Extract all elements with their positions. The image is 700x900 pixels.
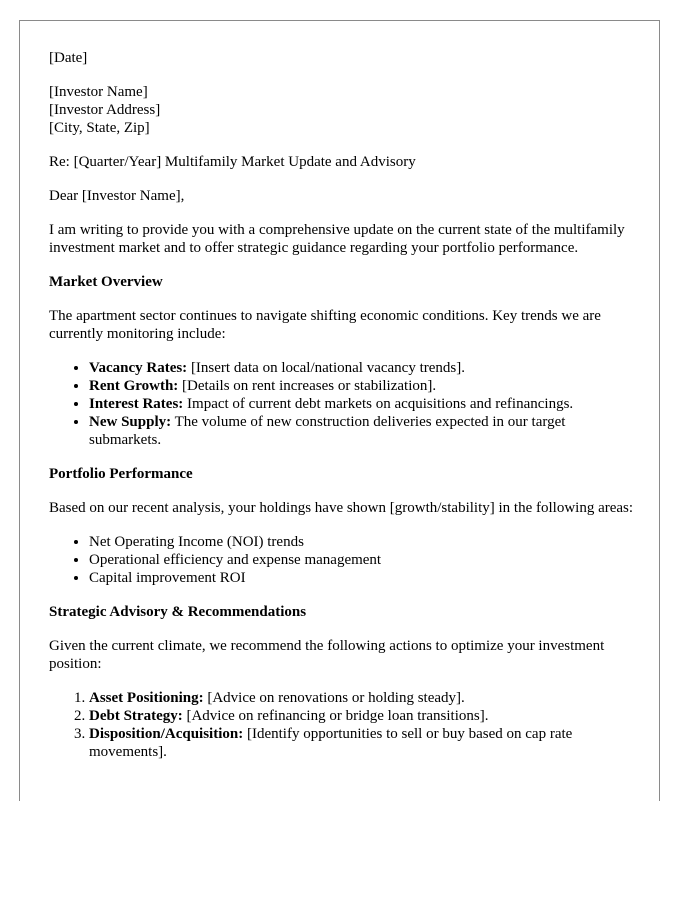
item-label: Interest Rates: — [89, 396, 184, 412]
list-item: • Capital improvement ROI — [89, 569, 635, 587]
salutation: Dear [Investor Name], — [49, 188, 185, 204]
item-text: Impact of current debt markets on acquisitions and refinancings. — [183, 396, 574, 412]
subject-line: Re: [Quarter/Year] Multifamily Market Update and Advisory — [49, 154, 416, 170]
advisory-heading: Strategic Advisory & Recommendations — [49, 604, 307, 620]
list-item — [89, 707, 635, 725]
list-item — [89, 377, 635, 395]
portfolio-areas-list — [49, 533, 635, 587]
advisory-paragraph: Given the current climate, we recommend the following actions to optimize your investment position: — [49, 638, 605, 672]
item-text: The volume of new construction deliveries expected in our target submarkets. — [89, 414, 566, 448]
recipient-name: [Investor Name] — [49, 84, 148, 100]
letter-date: [Date] — [49, 50, 88, 66]
item-label: Debt Strategy: — [89, 708, 183, 724]
market-overview-paragraph: The apartment sector continues to navigate shifting economic conditions. Key trends we are currently monitoring include: — [49, 308, 601, 342]
recipient-address — [49, 83, 635, 137]
item-label: Vacancy Rates: — [89, 360, 188, 376]
item-label: New Supply: — [89, 414, 172, 430]
list-item — [89, 359, 635, 377]
portfolio-performance-heading: Portfolio Performance — [49, 466, 193, 482]
item-text: [Advice on refinancing or bridge loan transitions]. — [182, 708, 489, 724]
recipient-city: [City, State, Zip] — [49, 120, 150, 136]
list-item — [89, 395, 635, 413]
item-text: [Advice on renovations or holding steady]. — [203, 690, 465, 706]
portfolio-performance-paragraph: Based on our recent analysis, your holdings have shown [growth/stability] in the following areas: — [49, 500, 634, 516]
letter-body — [49, 49, 635, 777]
list-item — [89, 689, 635, 707]
list-item: • Net Operating Income (NOI) trends — [89, 533, 635, 551]
recipient-street: [Investor Address] — [49, 102, 161, 118]
market-trends-list — [49, 359, 635, 449]
item-label: Disposition/Acquisition: — [89, 726, 244, 742]
item-text: [Identify opportunities to sell or buy based on cap rate movements]. — [89, 726, 573, 760]
market-overview-heading: Market Overview — [49, 274, 163, 290]
letter-page — [19, 20, 660, 801]
item-label: Asset Positioning: — [89, 690, 204, 706]
item-text: [Details on rent increases or stabilization]. — [178, 378, 437, 394]
intro-paragraph: I am writing to provide you with a comprehensive update on the current state of the multifamily investment market and to offer strategic guidance regarding your portfolio performance. — [49, 222, 625, 256]
item-label: Rent Growth: — [89, 378, 179, 394]
item-text: [Insert data on local/national vacancy trends]. — [187, 360, 465, 376]
recommendations-list — [49, 689, 635, 761]
list-item — [89, 413, 635, 449]
list-item: • Operational efficiency and expense management — [89, 551, 635, 569]
list-item — [89, 725, 635, 761]
